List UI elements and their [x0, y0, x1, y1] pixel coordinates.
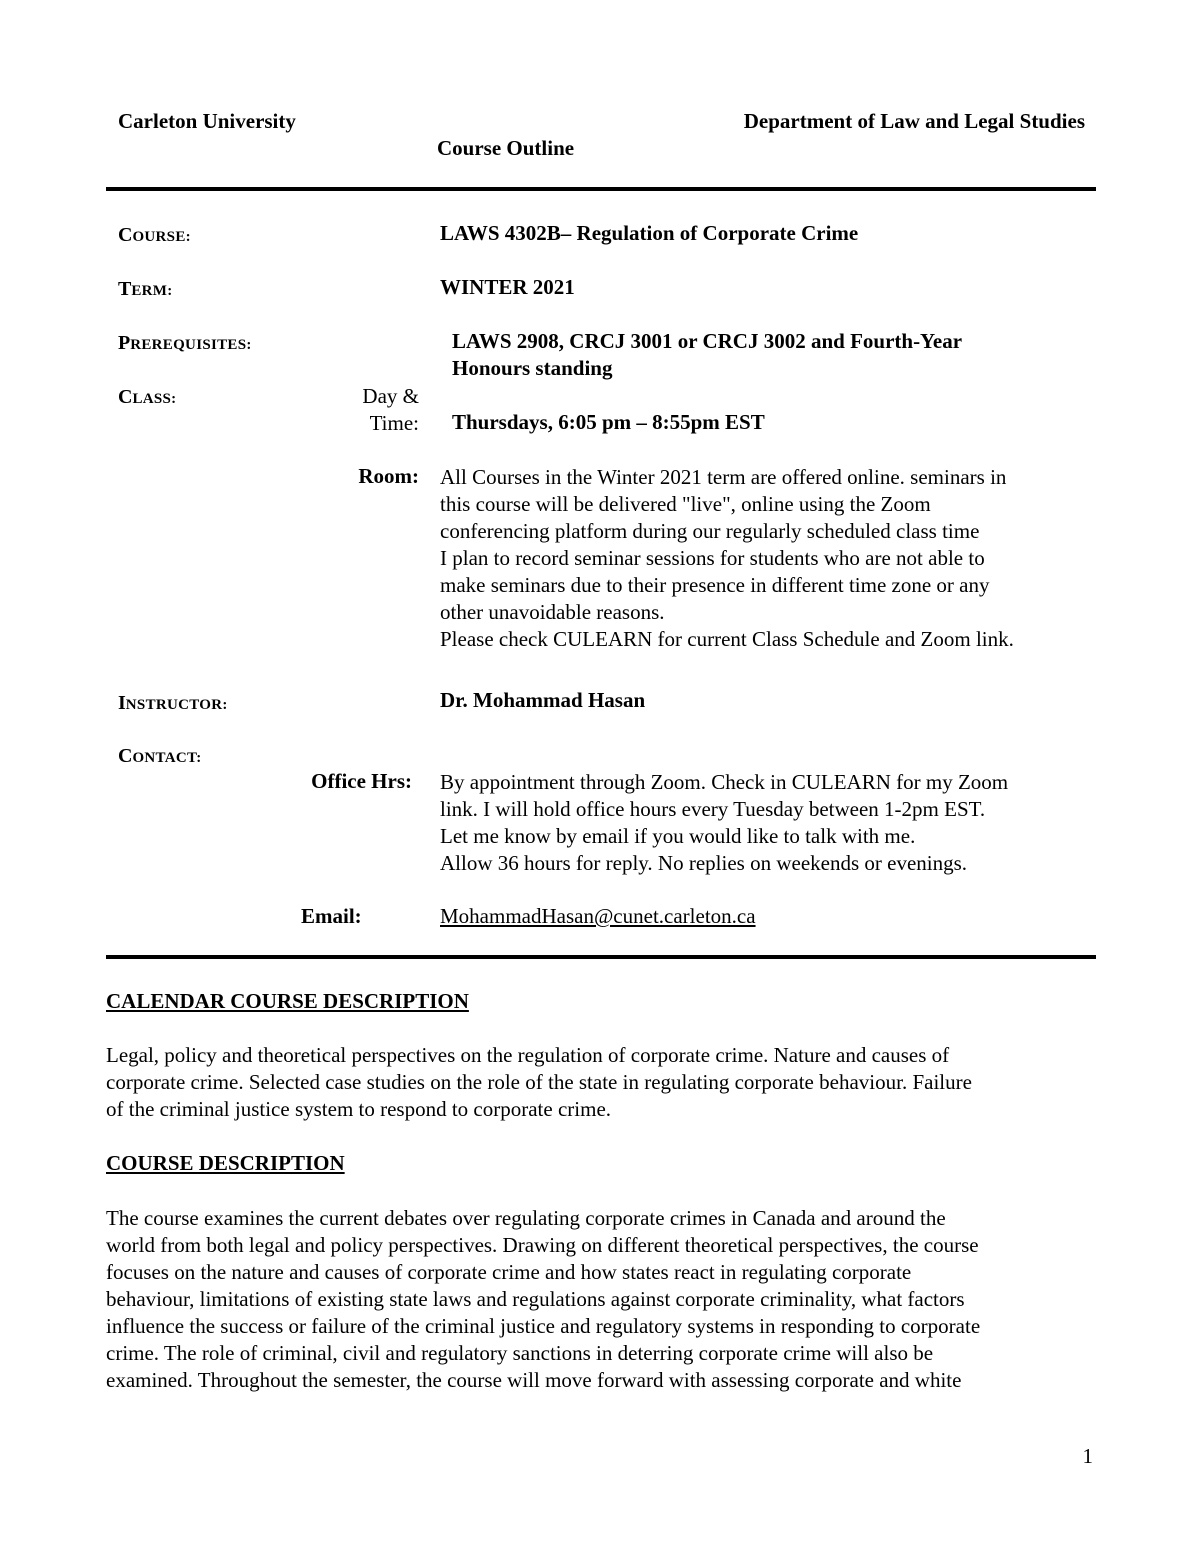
office-hours-label: Office Hrs:: [311, 769, 412, 793]
top-rule: [106, 187, 1096, 191]
course-description-text: The course examines the current debates over regulating corporate crimes in Canada and around the world from both legal and policy perspectives. Drawing on different theoretical perspectives, the course focuses on the nature and causes of corporate crime and how states react in regulating corporate behaviour, limitations of existing state laws and regulations against corporate criminality, what factors influence the success or failure of the criminal justice and regulatory systems in responding to corporate crime. The role of criminal, civil and regulatory sanctions in deterring corporate crime will also be examined. Throughout the semester, the course will move forward with assessing corporate and white: [106, 1206, 981, 1392]
instructor-label: INSTRUCTOR:: [118, 692, 228, 714]
prerequisites-line-1: LAWS 2908, CRCJ 3001 or CRCJ 3002 and Fourth-Year: [452, 329, 963, 353]
day-time-label-1: Day &: [362, 384, 419, 408]
university-name: Carleton University: [118, 109, 296, 133]
day-time-value: Thursdays, 6:05 pm – 8:55pm EST: [452, 410, 765, 434]
room-description: All Courses in the Winter 2021 term are offered online. seminars in this course will be delivered "live", online using the Zoom conferencing platform during our regularly scheduled class time I plan to record seminar sessions for students who are not able to make seminars due to their presence in different time zone or any other unavoidable reasons. Please check CULEARN for current Class Schedule and Zoom link.: [440, 465, 1014, 651]
department-name: Department of Law and Legal Studies: [743, 109, 1085, 133]
course-label: COURSE:: [118, 224, 191, 246]
prerequisites-label: PREREQUISITES:: [118, 332, 252, 354]
course-description-heading: COURSE DESCRIPTION: [106, 1151, 345, 1175]
day-time-label-2: Time:: [369, 411, 419, 435]
term-label: TERM:: [118, 278, 173, 300]
email-label: Email:: [301, 904, 362, 928]
term-value: WINTER 2021: [440, 275, 575, 299]
instructor-name: Dr. Mohammad Hasan: [440, 688, 646, 712]
room-label: Room:: [358, 464, 419, 488]
prerequisites-line-2: Honours standing: [452, 356, 613, 380]
course-value: LAWS 4302B– Regulation of Corporate Crime: [440, 221, 859, 245]
office-hours-description: By appointment through Zoom. Check in CULEARN for my Zoom link. I will hold office hours every Tuesday between 1-2pm EST. Let me know by email if you would like to talk with me. Allow 36 hours for reply. No replies on weekends or evenings.: [440, 770, 1009, 875]
page-number: 1: [1082, 1444, 1093, 1468]
calendar-description-heading: CALENDAR COURSE DESCRIPTION: [106, 989, 469, 1013]
calendar-description-text: Legal, policy and theoretical perspectives on the regulation of corporate crime. Nature and causes of corporate crime. Selected case studies on the role of the state in regulating corporate behaviour. Failure of the criminal justice system to respond to corporate crime.: [106, 1043, 972, 1121]
bottom-rule: [106, 955, 1096, 959]
class-label: CLASS:: [118, 386, 177, 408]
email-link[interactable]: MohammadHasan@cunet.carleton.ca: [440, 904, 756, 928]
document-title: Course Outline: [437, 136, 575, 160]
contact-label: CONTACT:: [118, 745, 202, 767]
